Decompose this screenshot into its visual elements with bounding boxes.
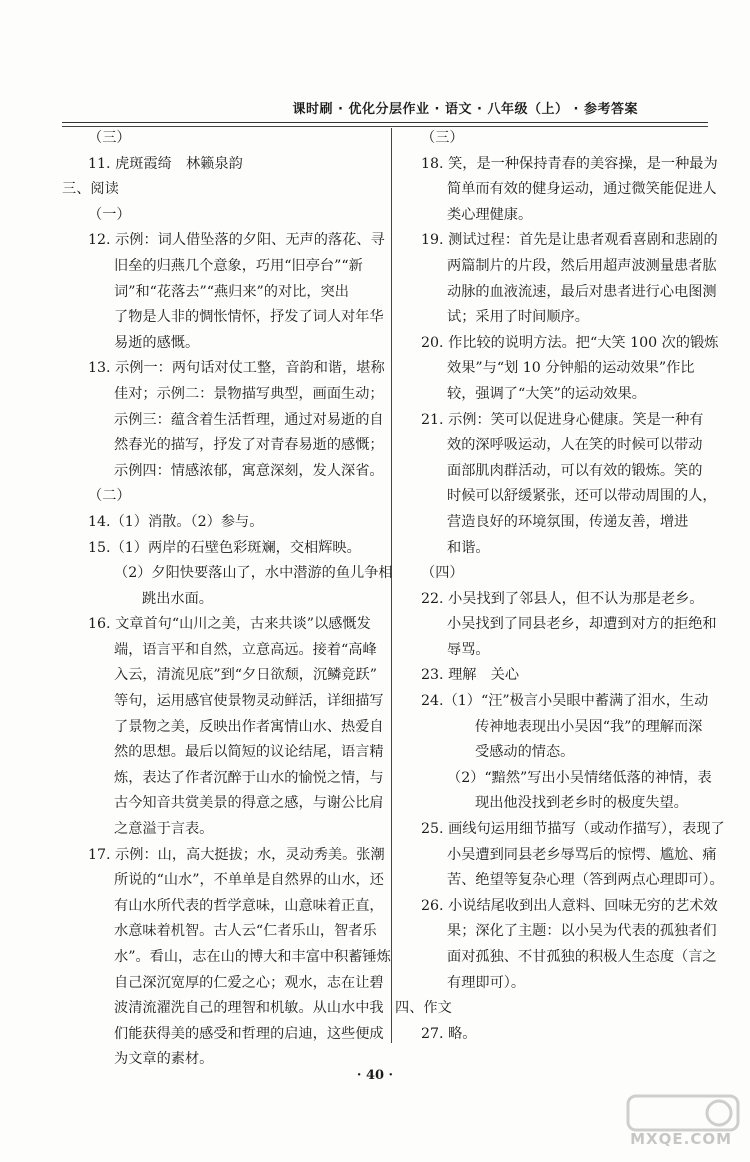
- left-text-line: （二）: [88, 488, 131, 505]
- right-text-line: 效的深呼吸运动，人在笑的时候可以带动: [447, 437, 703, 454]
- right-text-line: 两篇制片的片段，然后用超声波测量患者肱: [447, 257, 717, 274]
- left-text-line: 示例四：情感浓郁，寓意深刻，发人深省。: [114, 462, 384, 479]
- right-text-line: 苦、绝望等复杂心理（答到两点心理即可）。: [447, 872, 724, 889]
- right-text-line: 果；深化了主题：以小吴为代表的孤独者们: [447, 923, 717, 940]
- right-text-line: 小吴遭到同县老乡辱骂后的惊愕、尴尬、痛: [447, 846, 717, 863]
- left-column: [62, 126, 393, 1073]
- left-text-line: 易逝的感慨。: [114, 334, 200, 351]
- left-text-line: 三、阅读: [62, 181, 119, 198]
- right-text-line: （四）: [421, 565, 464, 582]
- right-text-line: 面对孤独、不甘孤独的积极人生态度（言之: [447, 949, 717, 965]
- right-text-line: 营造良好的环境氛围，传递友善，增进: [447, 513, 689, 530]
- left-text-line: 有山水所代表的哲学意味，山意味着正直，: [114, 897, 384, 914]
- right-text-line: 18. 笑，是一种保持青春的美容操，是一种最为: [421, 155, 718, 172]
- left-text-line: 为文章的素材。: [114, 1051, 214, 1068]
- right-text-line: 辱骂。: [447, 641, 490, 658]
- right-text-line: 22. 小吴找到了邻县人，但不认为那是老乡。: [421, 590, 704, 607]
- right-text-line: 27. 略。: [421, 1025, 477, 1042]
- left-text-line: 等句，运用感官使景物灵动鲜活，详细描写: [114, 693, 384, 710]
- left-text-line: 了景物之美，反映出作者寓情山水、热爱自: [114, 718, 384, 735]
- right-text-line: 19. 测试过程：首先是让患者观看喜剧和悲剧的: [421, 232, 718, 249]
- left-text-line: （一）: [88, 206, 131, 223]
- right-text-line: （2）“黯然”写出小吴情绪低落的神情，表: [447, 769, 712, 786]
- left-text-line: 17. 示例：山，高大挺拔；水，灵动秀美。张潮: [88, 846, 385, 863]
- watermark-text: MXQE.COM: [630, 1130, 732, 1148]
- left-text-line: 们能获得美的感受和哲理的启迪，这些便成: [114, 1025, 384, 1042]
- left-text-line: 14.（1）消散。（2）参与。: [88, 513, 264, 530]
- right-text-line: 20. 作比较的说明方法。把“大笑 100 次的锻炼: [421, 334, 719, 351]
- right-text-line: 简单而有效的健身运动，通过微笑能促进人: [447, 181, 717, 198]
- right-column: [395, 126, 725, 1047]
- left-text-line: 跳出水面。: [142, 590, 213, 607]
- right-text-line: 24.（1）“汪”极言小吴眼中蓄满了泪水，生动: [421, 693, 709, 710]
- left-text-line: 示例三：蕴含着生活哲理，通过对易逝的自: [114, 411, 384, 428]
- left-text-line: 之意溢于言表。: [114, 821, 214, 838]
- right-text-line: 效果”与“划 10 分钟船的运动效果”作比: [447, 360, 695, 377]
- left-text-line: 炼，表达了作者沉醉于山水的愉悦之情，与: [114, 769, 384, 786]
- left-text-line: 了物是人非的惆怅情怀，抒发了词人对年华: [114, 309, 384, 326]
- left-text-line: 旧垒的归燕几个意象，巧用“旧亭台”“新: [114, 257, 363, 274]
- right-text-line: 面部肌肉群活动，可以有效的锻炼。笑的: [447, 462, 703, 479]
- right-text-line: 现出他没找到老乡时的极度失望。: [475, 795, 688, 812]
- left-text-line: 所说的“山水”，不单单是自然界的山水，还: [114, 872, 384, 889]
- left-text-line: （2）夕阳快要落山了，水中潜游的鱼儿争相: [114, 565, 393, 582]
- right-text-line: 有理即可）。: [447, 974, 526, 991]
- left-text-line: 波清流濯洗自己的理智和机敏。从山水中我: [114, 1000, 384, 1017]
- left-text-line: 然的思想。最后以简短的议论结尾，语言精: [114, 744, 384, 761]
- left-text-line: 15.（1）两岸的石壁色彩斑斓，交相辉映。: [88, 539, 361, 556]
- right-text-line: 21. 示例：笑可以促进身心健康。笑是一种有: [421, 411, 704, 428]
- left-text-line: 水”。看山，志在山的博大和丰富中积蓄锤炼: [114, 949, 391, 965]
- left-text-line: 词”和“花落去”“燕归来”的对比，突出: [114, 283, 349, 300]
- right-text-line: 时候可以舒缓紧张，还可以带动周围的人，: [447, 488, 717, 505]
- right-text-line: 小吴找到了同县老乡，却遭到对方的拒绝和: [447, 616, 717, 633]
- watermark-logo: [624, 1092, 742, 1154]
- left-text-line: 古今知音共赏美景的得意之感，与谢公比肩: [114, 795, 384, 812]
- left-text-line: 自己深沉宽厚的仁爱之心；观水，志在让碧: [114, 974, 384, 991]
- left-text-line: 12. 示例：词人借坠落的夕阳、无声的落花、寻: [88, 232, 385, 249]
- right-text-line: 传神地表现出小吴因“我”的理解而深: [475, 718, 703, 735]
- left-text-line: 16. 文章首句“山川之美，古来共谈”以感慨发: [88, 616, 371, 633]
- page-header: [62, 92, 708, 123]
- left-text-line: 端，语言平和自然，立意高远。接着“高峰: [114, 641, 377, 658]
- right-text-line: 动脉的血液流速，最后对患者进行心电图测: [447, 283, 717, 300]
- left-text-line: 然春光的描写，抒发了对青春易逝的感慨；: [114, 437, 384, 454]
- right-text-line: 26. 小说结尾收到出人意料、回味无穷的艺术效: [421, 897, 718, 914]
- right-text-line: 受感动的情态。: [475, 744, 575, 761]
- left-text-line: （三）: [88, 130, 131, 146]
- right-text-line: 23. 理解 关心: [421, 667, 520, 684]
- right-text-line: 类心理健康。: [447, 206, 533, 223]
- right-text-line: 四、作文: [395, 1000, 452, 1017]
- left-text-line: 入云，清流见底”到“夕日欲颓，沉鳞竞跃”: [114, 667, 377, 684]
- right-text-line: 和谐。: [447, 539, 490, 556]
- left-text-line: 佳对；示例二：景物描写典型，画面生动；: [114, 385, 384, 402]
- right-text-line: 较，强调了“大笑”的运动效果。: [447, 385, 646, 402]
- header-title: 课时刷 · 优化分层作业 · 语文 · 八年级（上） · 参考答案: [292, 102, 638, 117]
- left-text-line: 11. 虎斑霞绮 林籁泉韵: [88, 155, 243, 172]
- page-number: · 40 ·: [356, 1068, 394, 1083]
- right-text-line: 试；采用了时间顺序。: [447, 309, 589, 326]
- left-text-line: 13. 示例一：两句话对仗工整，音韵和谐，堪称: [88, 360, 385, 377]
- right-text-line: （三）: [421, 130, 464, 146]
- right-text-line: 25. 画线句运用细节描写（或动作描写），表现了: [421, 821, 725, 838]
- left-text-line: 水意味着机智。古人云“仁者乐山，智者乐: [114, 923, 377, 940]
